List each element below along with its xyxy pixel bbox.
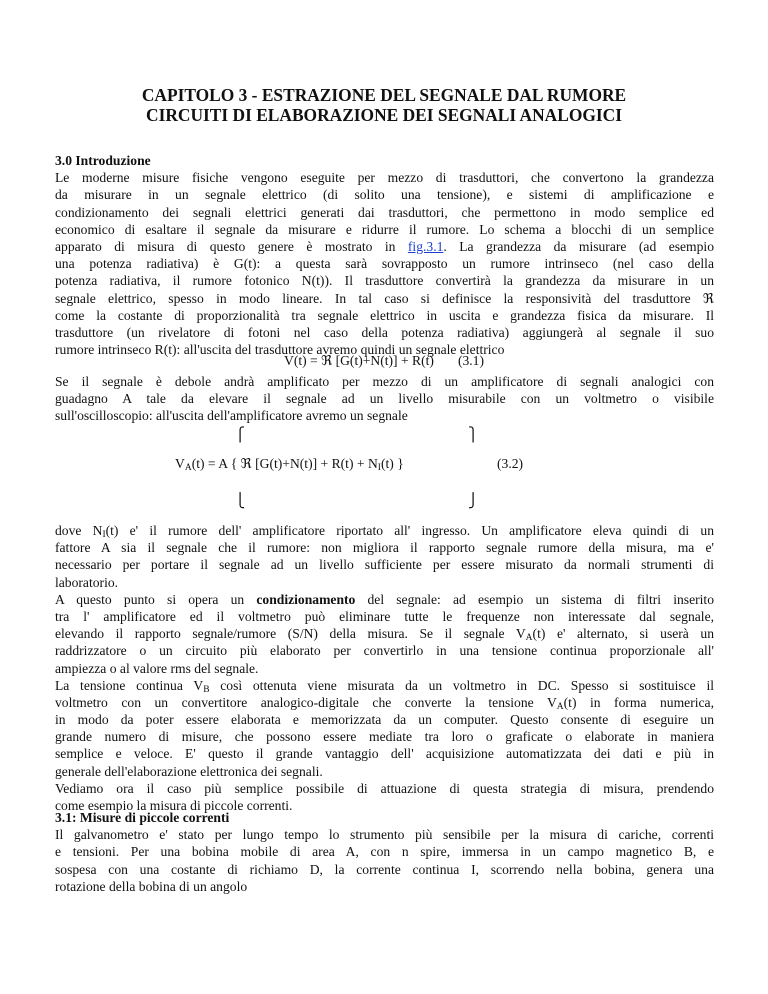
paragraph-line <box>55 694 714 711</box>
paragraph-line: generale dell'elaborazione elettronica dei segnali. <box>55 763 323 779</box>
paragraph-line: segnale elettrico, spesso in modo lineare. In tal caso si definisce la responsività del trasduttore ℜ <box>55 290 714 306</box>
subscript: A <box>525 633 533 644</box>
figure-link[interactable]: fig.3.1 <box>407 238 444 254</box>
paragraph-line: sospesa con una costante di richiamo D, la corrente continua I, scorrendo nella bobina, genera una <box>55 861 714 877</box>
section-3-1 <box>55 809 714 895</box>
paragraph-line: come la costante di proporzionalità tra segnale elettrico in uscita e grandezza fisica da misurare. Il <box>55 307 714 323</box>
brace-bottom-left: ⎩ <box>235 493 246 508</box>
paragraph-line: ampiezza o al valore rms del segnale. <box>55 660 259 676</box>
paragraph-line <box>55 625 714 642</box>
subscript: A <box>556 701 564 712</box>
paragraph-line: in modo da poter essere elaborata e memorizzata da un computer. Questo consente di eseguire un <box>55 712 714 728</box>
equation-number: (3.1) <box>457 353 484 368</box>
text-fragment: voltmetro con un convertitore analogico-digitale che converte la tensione V <box>55 694 557 710</box>
paragraph-line: economico di esaltare il segnale da misurare e ridurre il rumore. Lo schema a blocchi di un semplice <box>55 221 714 237</box>
equation-body: V(t) = ℜ [G(t)+N(t)] + R(t) <box>284 353 434 368</box>
paragraph-line: Se il segnale è debole andrà amplificato per mezzo di un amplificatore di segnali analogici con <box>55 374 714 389</box>
paragraph-line: Le moderne misure fisiche vengono eseguite per mezzo di trasduttori, che convertono la grandezza <box>55 170 714 186</box>
text-fragment: La tensione continua V <box>55 677 204 693</box>
equation-3-2 <box>175 455 404 472</box>
equation-subscript: A <box>184 463 192 473</box>
text-fragment: dove N <box>55 523 103 538</box>
section-heading-intro: 3.0 Introduzione <box>55 153 151 168</box>
paragraph-line: laboratorio. <box>55 574 119 590</box>
paragraph-line <box>55 522 714 539</box>
text-fragment: così ottenuta viene misurata da un voltmetro in DC. Spesso si sostituisce il <box>209 677 714 693</box>
text-fragment: (t) in forma numerica, <box>563 694 714 710</box>
brace-right: } <box>397 456 404 471</box>
subscript: I <box>102 530 106 540</box>
equation-fragment: ℜ [G(t)+N(t)] + R(t) + N <box>237 456 378 471</box>
paragraph-line: tra l' amplificatore ed il voltmetro può eliminare tutte le frequenze non interessate dal segnale, <box>55 608 714 624</box>
equation-subscript: I <box>377 463 381 473</box>
paragraph-line: grande numero di misure, che possono essere mediate tra loro o graficate o elaborate in maniera <box>55 729 714 745</box>
bold-term: condizionamento <box>256 591 356 607</box>
text-fragment: (t) e' alternato, si userà un <box>532 626 714 642</box>
paragraph-line: semplice e veloce. E' questo il grande vantaggio dell' acquisizione automatizzata dei dati e più in <box>55 746 714 762</box>
paragraph-line: guadagno A tale da elevare il segnale ad un livello misurabile con un voltmetro o visibile <box>55 391 714 407</box>
paragraph-line: Il galvanometro e' stato per lungo tempo lo strumento più sensibile per la misura di cariche, correnti <box>55 827 714 843</box>
paragraph-line: come esempio la misura di piccole correnti. <box>55 798 293 813</box>
subscript: B <box>203 684 210 695</box>
text-fragment: del segnale: ad esempio un sistema di filtri inserito <box>355 591 714 607</box>
paragraph-line: sull'oscilloscopio: all'uscita dell'amplificatore avremo un segnale <box>55 408 408 424</box>
equation-number: (3.2) <box>497 456 524 471</box>
paragraph-line: rumore intrinseco R(t): all'uscita del trasduttore avremo quindi un segnale elettrico <box>55 342 505 358</box>
equation-fragment: (t) = A <box>191 456 231 471</box>
paragraph-line <box>55 677 714 694</box>
text-fragment: (t) e' il rumore dell' amplificatore riportato all' ingresso. Un amplificatore eleva quindi di un <box>105 523 714 538</box>
paragraph-line <box>55 238 714 255</box>
paragraph-line: una potenza radiativa) è G(t): a questa sarà sovrapposto un rumore intrinseco (nel caso della <box>55 256 714 272</box>
equation-3-1 <box>0 352 768 369</box>
text-fragment: A questo punto si opera un <box>55 591 257 607</box>
paragraph-line: fattore A sia il segnale che il rumore: non migliora il rapporto segnale rumore della misura, ma e' <box>55 540 714 556</box>
brace-top-left: ⎧ <box>235 427 246 442</box>
paragraph-line: necessario per portare il segnale ad un livello sufficiente per essere misurato da normali strumenti di <box>55 557 714 573</box>
text-fragment: elevando il rapporto segnale/rumore (S/N) della misura. Se il segnale V <box>55 626 526 642</box>
chapter-title-line-1: CAPITOLO 3 - ESTRAZIONE DEL SEGNALE DAL RUMORE <box>141 85 627 105</box>
paragraph-line: Vediamo ora il caso più semplice possibile di attuazione di questa strategia di misura, prendendo <box>55 780 714 796</box>
paragraph-line: e tensioni. Per una bobina mobile di area A, con n spire, immersa in un campo magnetico B, e <box>55 844 714 860</box>
paragraph-line: potenza radiativa, il rumore fotonico N(t)). Il trasduttore convertirà la grandezza da misurare in un <box>55 273 714 289</box>
brace-left: { <box>230 456 238 471</box>
paragraph-line: trasduttore (un rivelatore di fotoni nel caso della potenza radiativa) aggiungerà al segnale il suo <box>55 324 714 340</box>
section-heading-3-1: 3.1: Misure di piccole correnti <box>55 810 230 825</box>
text-fragment: apparato di misura di questo genere è mostrato in <box>55 238 408 254</box>
paragraph-line: da misurare in un segnale elettrico (di solito una tensione), e sistemi di amplificazione e <box>55 187 714 203</box>
paragraph-line: condizionamento dei segnali elettrici generati dai trasduttori, che permettono in modo semplice ed <box>55 204 714 220</box>
text-fragment: . La grandezza da misurare (ad esempio <box>443 238 714 254</box>
paragraph-3-to-6 <box>55 522 714 814</box>
paragraph-line: raddrizzatore o un circuito più elaborato per convertirlo in una tensione continua proporzionale all' <box>55 643 714 659</box>
brace-bottom-right: ⎭ <box>468 493 479 508</box>
paragraph-2 <box>55 373 714 425</box>
intro-section <box>55 152 714 358</box>
equation-fragment: V <box>175 456 185 471</box>
chapter-title-line-2: CIRCUITI DI ELABORAZIONE DEI SEGNALI ANALOGICI <box>146 105 622 125</box>
equation-fragment: (t) <box>380 456 398 471</box>
paragraph-line: rotazione della bobina di un angolo <box>55 878 248 894</box>
paragraph-line <box>55 591 714 608</box>
brace-top-right: ⎫ <box>468 427 479 442</box>
